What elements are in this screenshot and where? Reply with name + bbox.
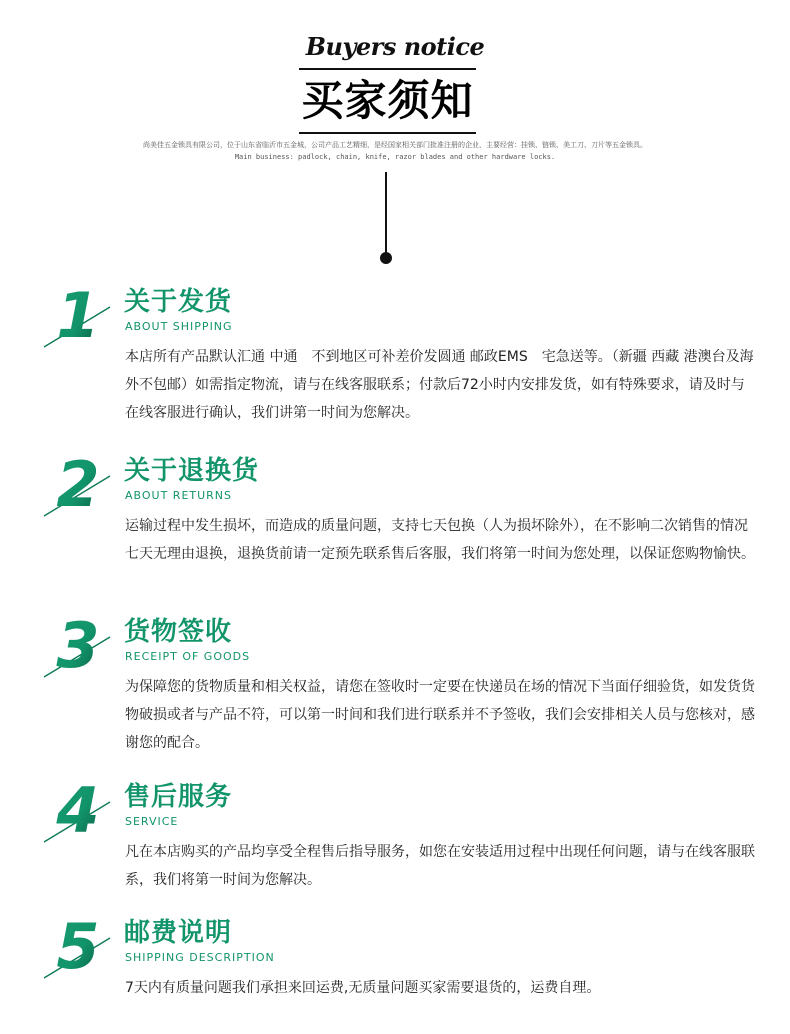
notice-header	[0, 0, 790, 270]
title-frame	[299, 68, 476, 134]
svg-text:4: 4	[56, 780, 100, 847]
business-description: Main business: padlock, chain, knife, razor blades and other hardware locks.	[234, 153, 556, 161]
svg-text:2: 2	[56, 454, 100, 521]
number-four-icon	[38, 780, 118, 850]
section-body: 凡在本店购买的产品均享受全程售后指导服务，如您在安装适用过程中出现任何问题，请与在线客服联系，我们将第一时间为您解决。	[125, 844, 755, 888]
svg-text:3: 3	[56, 615, 100, 682]
divider-dot	[380, 252, 392, 264]
svg-text:5: 5	[56, 916, 100, 983]
svg-text:1: 1	[56, 285, 100, 352]
section-subtitle: RECEIPT OF GOODS	[125, 650, 251, 663]
section-subtitle: SHIPPING DESCRIPTION	[125, 951, 275, 964]
section-subtitle: SERVICE	[125, 815, 179, 828]
section-body: 为保障您的货物质量和相关权益，请您在签收时一定要在快递员在场的情况下当面仔细验货，如发货货物破损或者与产品不符，可以第一时间和我们进行联系并不予签收，我们会安排相关人员与您核对，感谢您的配合。	[125, 679, 755, 751]
section-title: 关于发货	[124, 287, 233, 317]
number-two-icon	[38, 454, 118, 524]
number-one-icon	[38, 285, 118, 355]
section-title: 售后服务	[124, 782, 233, 812]
section-subtitle: ABOUT RETURNS	[125, 489, 233, 502]
number-five-icon	[38, 916, 118, 986]
header-script-title: Buyers notice	[305, 32, 485, 61]
section-body: 7天内有质量问题我们承担来回运费,无质量问题买家需要退货的，运费自理。	[125, 980, 601, 996]
divider-line	[385, 172, 387, 254]
section-title: 关于退换货	[124, 456, 260, 486]
section-body: 本店所有产品默认汇通 中通 不到地区可补差价发圆通 邮政EMS 宅急送等。（新疆 西藏 港澳台及海外不包邮）如需指定物流，请与在线客服联系；付款后72小时内安排发货，如有特殊要求，请及时与在线客服进行确认，我们讲第一时间为您解决。	[125, 349, 754, 421]
section-title: 货物签收	[124, 617, 233, 647]
section-subtitle: ABOUT SHIPPING	[125, 320, 233, 333]
section-body: 运输过程中发生损坏，而造成的质量问题，支持七天包换（人为损坏除外），在不影响二次销售的情况七天无理由退换，退换货前请一定预先联系售后客服，我们将第一时间为您处理，以保证您购物愉快。	[125, 518, 755, 562]
company-description: 尚美佳五金锁具有限公司，位于山东省临沂市五金城，公司产品工艺精细，是经国家相关部门批准注册的企业，主要经营：挂锁、链锁、美工刀、刀片等五金锁具。	[143, 141, 647, 149]
page-title: 买家须知	[301, 76, 474, 125]
section-title: 邮费说明	[124, 918, 233, 948]
number-three-icon	[38, 615, 118, 685]
